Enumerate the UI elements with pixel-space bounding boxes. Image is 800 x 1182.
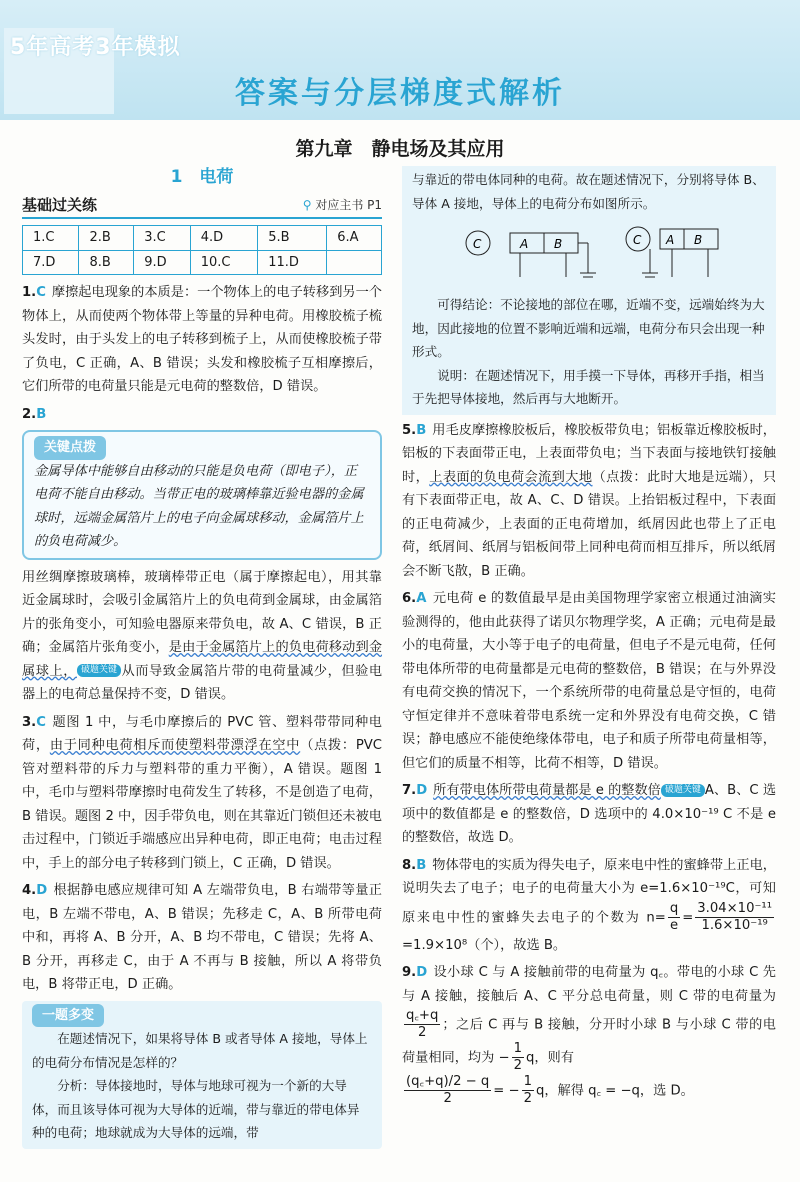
search-icon: ⚲ [302,197,312,212]
q6-text: 元电荷 e 的数值最早是由美国物理学家密立根通过油滴实验测得的，他由此获得了诺贝尔物理学奖，A 正确；元电荷是最小的电荷量，大小等于电子的电荷量，但电子不是元电荷，任何带电体所带的电荷量都是元电荷的整数倍，B 错误；在与外界没有电荷交换的情况下，一个系统所带的电荷量总是守恒的，电荷守恒定律并不意味着带电系统一定和外界没有电荷交换，C 错误；静电感应不能使绝缘体带电，电子和质子所带电荷量相等，但它们的质量不相等，比荷不相等，D 错误。 [402,591,776,771]
answer-table [22,225,382,275]
grounding-diagram [412,215,766,293]
question-9 [402,961,776,1107]
section-title [22,166,382,190]
question-7 [402,779,776,850]
section-number: 1 [170,167,183,187]
answer-cell: 7.D [23,250,79,275]
left-column [22,166,382,1149]
q9-eq-num: (q꜀+q)/2 − q [406,1074,490,1089]
diagram-left [466,231,596,277]
q4-text: 根据静电感应规律可知 A 左端带负电，B 右端带等量正电，B 左端不带电，A、B 错误；先移走 C，A、B 所带电荷中和，再将 A、B 分开，A、B 均不带电，C 错误；先将 A、B 分开，再移走 C，由于 A 不再与 B 接触，所以 A 将带负电，B 将带正电，D 正确。 [22,883,382,992]
label-b-left: B [554,237,563,251]
q9-number: 9. [402,965,417,980]
q9-f2-num: 1 [513,1041,522,1056]
answer-cell: 10.C [190,250,258,275]
q2-text-b: 从而导致金属箔片带的电荷量减少，但验电器上的电荷总量保持不变，D 错误。 [22,663,383,702]
logo-text: 5年高考3年模拟 [10,35,181,60]
basic-ref [303,194,382,218]
q3-text-a: 题图 1 中，与毛巾摩擦后的 PVC 管、塑料带带同种电荷， [22,714,382,753]
answer-cell: 8.B [79,250,134,275]
answer-cell: 4.D [190,226,258,251]
q4-answer: D [36,883,48,898]
q7-answer: D [416,783,428,798]
q9-text-a: 设小球 C 与 A 接触前带的电荷量为 q꜀。带电的小球 C 先与 A 接触，接触后 A、C 平分总电荷量，则 C 带的电荷量为 [402,965,776,1004]
q5-text-b: （点拨：此时大地是远端），只有下表面带正电，故 A、C、D 错误。上抬铝板过程中，下表面的正电荷减少，上表面的正电荷增加，纸屑因此也带上了正电荷，纸屑间、纸屑与铝板间带上同种电荷而相互排斥，所以纸屑会不断飞散，B 正确。 [402,469,777,579]
q1-text: 摩擦起电现象的本质是：一个物体上的电子转移到另一个物体上，从而使两个物体带上等量的异种电荷。用橡胶梳子梳头发时，由于头发上的电子转移到梳子上，从而使橡胶梳子带了负电，C 正确，A、B 错误；头发和橡胶梳子互相摩擦后，它们所带的电荷量只能是元电荷的整数倍，D 错误。 [22,285,382,394]
q2-text-a: 用丝绸摩擦玻璃棒，玻璃棒带正电（属于摩擦起电），用其靠近金属球时，会吸引金属箔片上的负电荷到金属球，由金属箔片的张角变小，可知验电器原来带负电，故 A、C 错误，B 正确；金属箔片张角变小， [22,569,382,655]
answer-cell: 1.C [23,226,79,251]
q5-highlight: 上表面的负电荷会流到大地 [429,469,593,485]
variation-continued-text: 与靠近的带电体同种的电荷。故在题述情况下，分别将导体 B、导体 A 接地，导体上的电荷分布如图所示。 [412,172,765,211]
q3-text-b: （点拨：PVC 管对塑料带的斥力与塑料带的重力平衡），A 错误。题图 1 中，毛巾与塑料带摩擦时电荷发生了转移，不是创造了电荷，B 错误。题图 2 中，因手带负电，则在其靠近门锁但还未被电击过程中，门锁近手端感应出异种电荷，即正电荷；电击过程中，手上的部分电子转移到门锁上，C 正确，D 错误。 [22,738,383,871]
q8-f1-num: q [669,900,679,916]
key-point-box [22,430,382,560]
q4-number: 4. [22,883,37,898]
section-name: 电荷 [199,167,234,187]
q9-equation-fraction [404,1074,491,1107]
q8-fraction-2 [695,901,774,934]
right-column [402,166,776,1111]
q2-number: 2. [22,406,37,422]
key-point-text: 金属导体中能够自由移动的只能是负电荷（即电子），正电荷不能自由移动。当带正电的玻璃棒靠近验电器的金属球时，远端金属箔片上的电子向金属球移动，金属箔片上的负电荷减少。 [34,463,364,549]
q8-tail: =1.9×10⁸（个），故选 B。 [402,937,567,953]
variation-label: 一题多变 [32,1004,104,1028]
variation-conclusion: 可得结论：不论接地的部位在哪，近端不变，远端始终为大地，因此接地的位置不影响近端和远端，电荷分布只会出现一种形式。 [412,297,765,359]
q8-text: 物体带电的实质为得失电子，原来电中性的蜜蜂带上正电，说明失去了电子；电子的电荷量大小为 e=1.6×10⁻¹⁹C，可知原来电中性的蜜蜂失去电子的个数为 n= [402,857,776,925]
answer-cell: 5.B [258,226,327,251]
basic-ref-text: 对应主书 P1 [315,197,382,212]
grounding-diagram-svg [412,215,766,293]
variation-note: 说明：在题述情况下，用手摸一下导体，再移开手指，相当于先把导体接地，然后再与大地断开。 [412,367,765,406]
answer-cell: 6.A [327,226,382,251]
variation-question: 在题述情况下，如果将导体 B 或者导体 A 接地，导体上的电荷分布情况是怎样的？ [32,1031,368,1070]
q6-answer: A [416,591,427,606]
answer-cell: 9.D [134,250,190,275]
chapter-title: 第九章 静电场及其应用 [295,138,505,160]
answer-cell: 2.B [79,226,134,251]
q8-answer: B [416,857,427,873]
table-row [23,250,382,275]
basic-title: 基础过关练 [22,195,98,214]
label-a-left: A [520,237,529,251]
q9-fraction-2 [512,1041,524,1074]
q1-answer: C [36,285,46,300]
q9-f3-num: 1 [523,1074,532,1089]
answer-cell: 11.D [258,250,327,275]
q8-fraction-1 [668,901,680,934]
question-4 [22,879,382,997]
q7-highlight: 所有带电体所带电荷量都是 e 的整数倍 [433,783,661,798]
question-8: 8.B 物体带电的实质为得失电子，原来电中性的蜜蜂带上正电，说明失去了电子；电子的电荷量大小为 e=1.6×10⁻¹⁹C，可知原来电中性的蜜蜂失去电子的个数为 n= $\frac{q}{e}$ = $\frac{\text{3.04×10⁻¹¹}}{\text{1.6×10⁻¹⁹}}$ =1.9×10⁸（个），故选 B。 [402,857,776,953]
q3-highlight: 由于同种电荷相斥而使塑料带漂浮在空中 [49,738,301,753]
q7-tag: 破题关键 [661,784,705,797]
variation-analysis: 分析：导体接地时，导体与地球可视为一个新的大导体，而且该导体可视为大导体的近端，带与靠近的带电体异种的电荷；地球就成为大导体的远端，带 [32,1078,360,1140]
diagram-right [626,227,718,277]
q8-f2-den: 1.6×10⁻¹⁹ [701,917,768,933]
q8-f2-num: 3.04×10⁻¹¹ [697,900,772,916]
q2-answer: B [36,406,47,422]
q9-f2-den: 2 [513,1058,522,1073]
q9-text-c: q，则有 [525,1050,574,1066]
q5-answer: B [416,422,427,438]
q9-tail: q，解得 q꜀ = −q，选 D。 [535,1083,694,1099]
q8-f1-den: e [669,917,679,933]
answer-cell: 3.C [134,226,190,251]
q9-fraction-3 [522,1074,534,1107]
label-c-left: C [473,237,482,251]
question-6 [402,587,776,775]
q7-number: 7. [402,783,417,798]
question-3 [22,711,382,876]
basic-header [22,194,382,220]
table-row [23,226,382,251]
question-5 [402,419,776,584]
q5-text-a: 用毛皮摩擦橡胶板后，橡胶板带负电；铝板靠近橡胶板时，铝板的下表面带正电，上表面带负电；当下表面与接地铁钉接触时， [402,422,776,485]
q9-f1-num: q꜀+q [406,1008,439,1023]
q9-fraction-1 [404,1008,440,1041]
q8-number: 8. [402,857,417,873]
q9-eq-mid: = − [493,1083,520,1099]
answer-cell [327,250,382,275]
q9-text-b: ；之后 C 再与 B 接触，分开时小球 B 与小球 C 带的电荷量相同，均为 − [402,1017,776,1066]
q7-text: A、B、C 选项中的数值都是 e 的整数倍，D 选项中的 4.0×10⁻¹⁹ C 不是 e 的整数倍，故选 D。 [402,783,777,845]
page-title: 答案与分层梯度式解析 [235,76,565,111]
label-b-right: B [694,233,703,247]
q9-eq-den: 2 [443,1091,452,1106]
q3-number: 3. [22,714,37,730]
q5-number: 5. [402,422,417,438]
q2-highlight: 是由于金属箔片上的负电荷移动到金属球上， [22,640,383,679]
question-2 [22,566,382,707]
q9-f3-den: 2 [523,1091,532,1106]
label-c-right: C [633,233,642,247]
q9-answer: D [416,965,428,980]
q9-f1-den: 2 [417,1025,427,1040]
q3-answer: C [36,714,46,730]
q2-tag: 破题关键 [77,664,121,677]
question-2-head [22,403,382,427]
label-a-right: A [666,233,675,247]
key-point-label: 关键点拨 [34,436,106,460]
variation-box [22,1001,382,1149]
q6-number: 6. [402,591,417,606]
q1-number: 1. [22,285,37,300]
variation-box-continued [402,166,776,415]
question-1 [22,281,382,399]
header-banner [0,0,800,120]
